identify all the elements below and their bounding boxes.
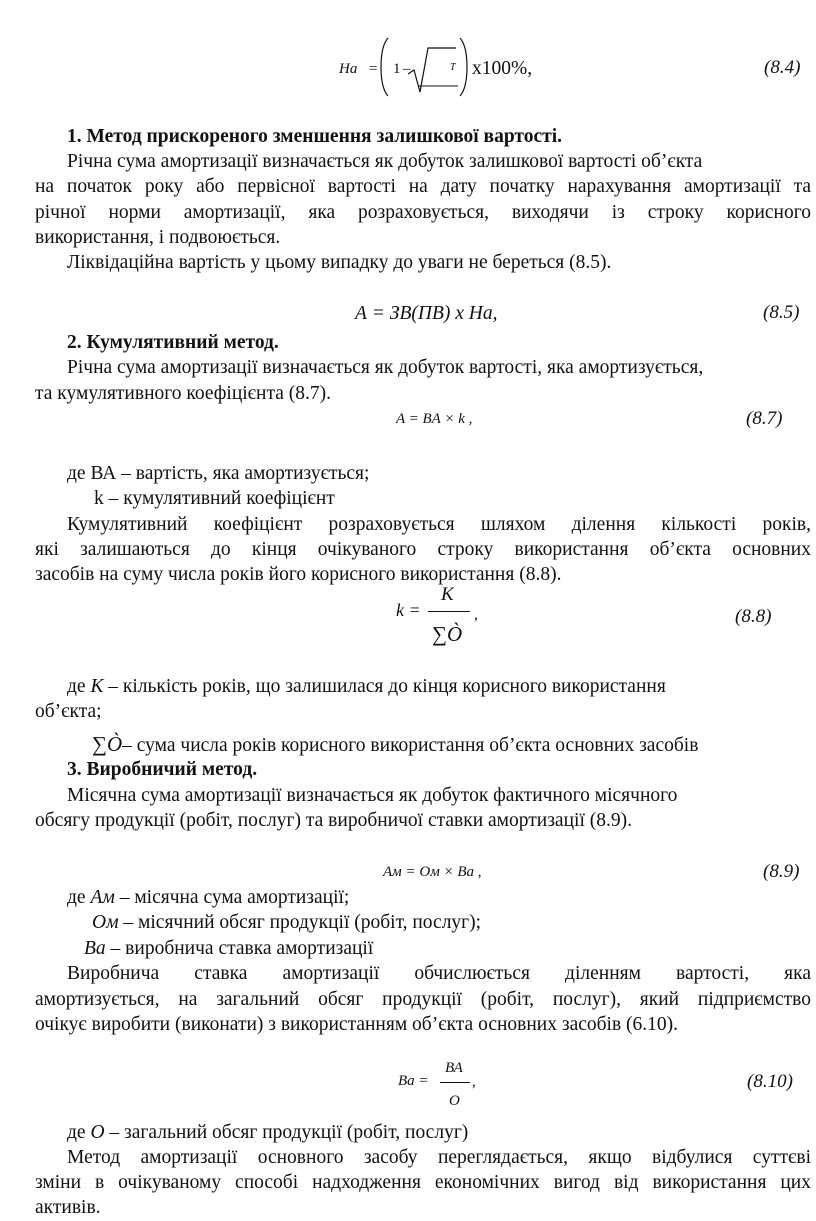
f88-numer: K	[441, 584, 454, 605]
f84-one: 1	[393, 61, 401, 77]
f810-comma: ,	[472, 1074, 476, 1090]
def810-post: – загальний обсяг продукції (робіт, послуг)	[104, 1122, 469, 1143]
def89-line2	[92, 911, 481, 935]
s2-p1-line1: Річна сума амортизації визначається як добуток вартості, яка амортизується,	[67, 357, 704, 378]
def88-line3	[92, 732, 698, 758]
def89-1-var: Ам	[90, 887, 115, 908]
formula-8-5: А = ЗВ(ПВ) х На,	[355, 303, 498, 324]
f88-comma: ,	[474, 606, 478, 623]
p-last-line2: зміни в очікуваному способі надходження економічних вигод від використання цих	[35, 1172, 811, 1193]
p-vyr-line2: амортизується, на загальний обсяг продукції (робіт, послуг), який підприємство	[35, 989, 811, 1010]
f810-lhs: Ва =	[398, 1073, 429, 1089]
p-vyr-line1: Виробнича ставка амортизації обчислюється діленням вартості, яка	[67, 963, 811, 984]
f84-t: T	[450, 62, 456, 73]
def89-3-var: Ва	[84, 938, 106, 959]
def87-line1: де ВА – вартість, яка амортизується;	[67, 463, 370, 484]
def88-line3-text: – сума числа років корисного використання об’єкта основних засобів	[122, 735, 699, 756]
def88-line2: об’єкта;	[35, 701, 102, 722]
section-3-title: 3. Виробничий метод.	[67, 759, 258, 780]
def810-line	[67, 1121, 468, 1145]
p-last-line1: Метод амортизації основного засобу переглядається, якщо відбулися суттєві	[67, 1147, 811, 1168]
p-cum-line2: які залишаються до кінця очікуваного строку використання об’єкта основних	[35, 539, 811, 560]
def89-3-post: – виробнича ставка амортизації	[105, 938, 374, 959]
section-1-title: 1. Метод прискореного зменшення залишкової вартості.	[67, 126, 563, 147]
def88-sum-symbol: ∑Ò	[92, 732, 123, 756]
f88-number: (8.8)	[735, 606, 772, 627]
f88-denom: ∑Ò	[432, 622, 463, 646]
f88-lhs: k =	[396, 600, 421, 620]
s3-p1-line1: Місячна сума амортизації визначається як добуток фактичного місячного	[67, 785, 678, 806]
f84-number: (8.4)	[764, 57, 801, 78]
s3-p1-line2: обсягу продукції (робіт, послуг) та виробничої ставки амортизації (8.9).	[35, 810, 632, 831]
formula-8-9: Ам = Ом × Ва ,	[383, 864, 482, 880]
def87-line2: k – кумулятивний коефіцієнт	[94, 488, 335, 509]
def89-line1	[67, 886, 349, 910]
f85-number: (8.5)	[763, 302, 800, 323]
def89-2-post: – місячний обсяг продукції (робіт, послуг);	[118, 912, 482, 933]
def810-var: О	[90, 1122, 105, 1143]
f810-number: (8.10)	[747, 1071, 793, 1092]
p-cum-line1: Кумулятивний коефіцієнт розраховується шляхом ділення кількості років,	[67, 514, 811, 535]
f84-minus: –	[403, 61, 411, 77]
f810-numer: ВА	[445, 1060, 463, 1076]
s1-p1-line2: на початок року або первісної вартості на дату початку нарахування амортизації та	[35, 176, 811, 197]
f87-number: (8.7)	[746, 408, 783, 429]
formula-8-7: A = BA × k ,	[396, 411, 473, 427]
p-cum-line3: засобів на суму числа років його корисного використання (8.8).	[35, 564, 562, 585]
s1-p2: Ліквідаційна вартість у цьому випадку до уваги не береться (8.5).	[67, 252, 612, 273]
s1-p1-line1: Річна сума амортизації визначається як добуток залишкової вартості об’єкта	[67, 151, 703, 172]
def89-2-var: Ом	[92, 912, 119, 933]
f88-fraction-bar	[428, 611, 470, 612]
def89-line3	[84, 937, 373, 961]
s2-p1-line2: та кумулятивного коефіцієнта (8.7).	[35, 383, 332, 404]
s1-p1-line4: використання, і подвоюється.	[35, 227, 281, 248]
def810-pre: де	[67, 1122, 91, 1143]
f810-denom: О	[449, 1093, 460, 1109]
f84-tail: х100%,	[472, 58, 533, 79]
def89-1-pre: де	[67, 887, 91, 908]
def88-var: К	[90, 676, 104, 697]
f84-eq: =	[368, 61, 379, 77]
f810-fraction-bar	[440, 1082, 470, 1083]
def88-pre: де	[67, 676, 91, 697]
def88-line1	[67, 675, 666, 699]
f84-lhs: На	[339, 61, 358, 77]
p-last-line3: активів.	[35, 1197, 101, 1218]
p-vyr-line3: очікує виробити (виконати) з використанням об’єкта основних засобів (6.10).	[35, 1014, 679, 1035]
section-2-title: 2. Кумулятивний метод.	[67, 332, 279, 353]
s1-p1-line3: річної норми амортизації, яка розраховується, виходячи із строку корисного	[35, 202, 811, 223]
f89-number: (8.9)	[763, 861, 800, 882]
def88-post: – кількість років, що залишилася до кінця корисного використання	[103, 676, 666, 697]
def89-1-post: – місячна сума амортизації;	[114, 887, 350, 908]
